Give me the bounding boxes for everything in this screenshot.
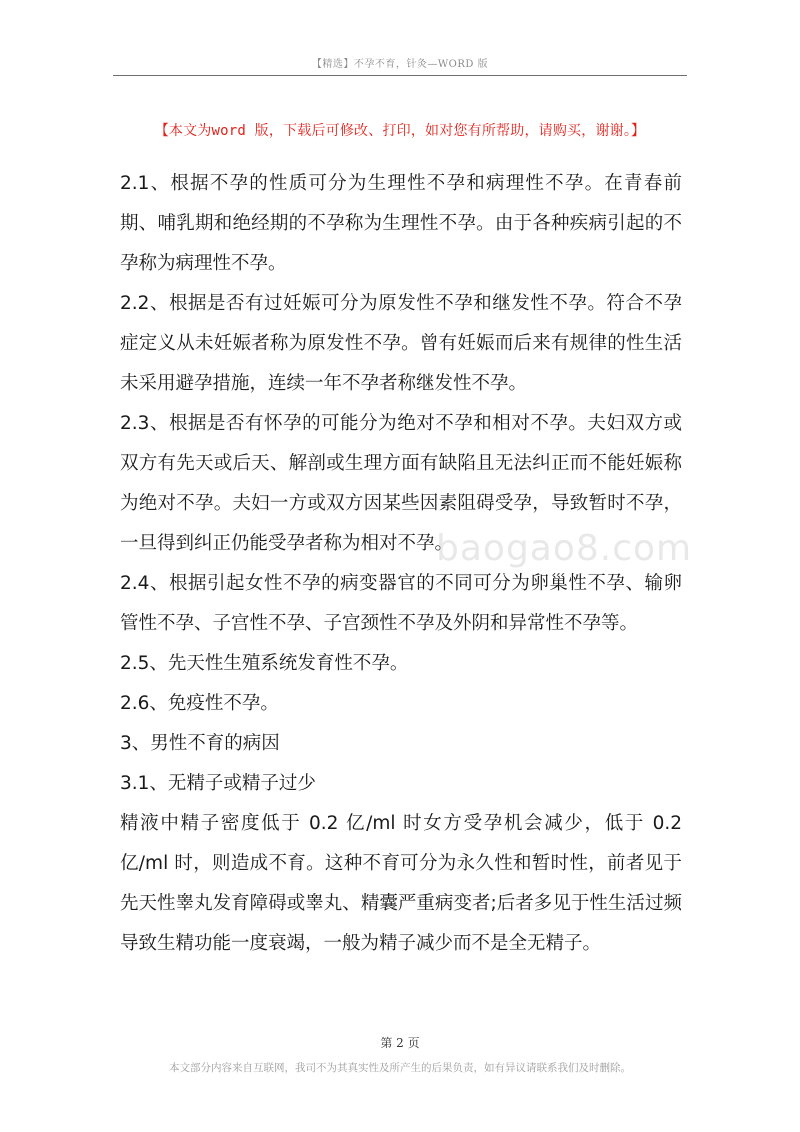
download-notice: 【本文为word 版，下载后可修改、打印，如对您有所帮助，请购买，谢谢。】: [154, 123, 646, 139]
paragraph-2-1: 2.1、根据不孕的性质可分为生理性不孕和病理性不孕。在青春前期、哺乳期和绝经期的不孕称为生理性不孕。由于各种疾病引起的不孕称为病理性不孕。: [120, 173, 682, 274]
paragraph-2-3: 2.3、根据是否有怀孕的可能分为绝对不孕和相对不孕。夫妇双方或双方有先天或后天、解剖或生理方面有缺陷且无法纠正而不能妊娠称为绝对不孕。夫妇一方或双方因某些因素阻碍受孕，导致暂时不孕，一旦得到纠正仍能受孕者称为相对不孕。: [120, 413, 682, 554]
subsection-heading-3-1: 3.1、无精子或精子过少: [120, 773, 316, 794]
paragraph-2-2: 2.2、根据是否有过妊娠可分为原发性不孕和继发性不孕。符合不孕症定义从未妊娠者称为原发性不孕。曾有妊娠而后来有规律的性生活未采用避孕措施，连续一年不孕者称继发性不孕。: [120, 293, 682, 394]
page-header-title: 【精选】不孕不育，针灸—WORD 版: [311, 59, 489, 70]
paragraph-2-6: 2.6、免疫性不孕。: [120, 693, 279, 714]
header-divider: [113, 75, 687, 76]
paragraph-sperm-density: 精液中精子密度低于 0.2 亿/ml 时女方受孕机会减少，低于 0.2 亿/ml 时，则造成不育。这种不育可分为永久性和暂时性，前者见于先天性睾丸发育障碍或睾丸、精囊严重病变者;后者多见于性生活过频导致生精功能一度衰竭，一般为精子减少而不是全无精子。: [120, 813, 682, 954]
paragraph-2-4: 2.4、根据引起女性不孕的病变器官的不同可分为卵巢性不孕、输卵管性不孕、子宫性不孕、子宫颈性不孕及外阴和异常性不孕等。: [120, 573, 682, 634]
footer-disclaimer: 本文部分内容来自互联网，我司不为其真实性及所产生的后果负责，如有异议请联系我们及时删除。: [169, 1062, 631, 1074]
page-number: 第 2 页: [380, 1036, 420, 1050]
site-watermark: baogao8.com: [436, 528, 693, 569]
section-heading-3: 3、男性不育的病因: [120, 733, 280, 754]
paragraph-2-5: 2.5、先天性生殖系统发育性不孕。: [120, 653, 409, 674]
